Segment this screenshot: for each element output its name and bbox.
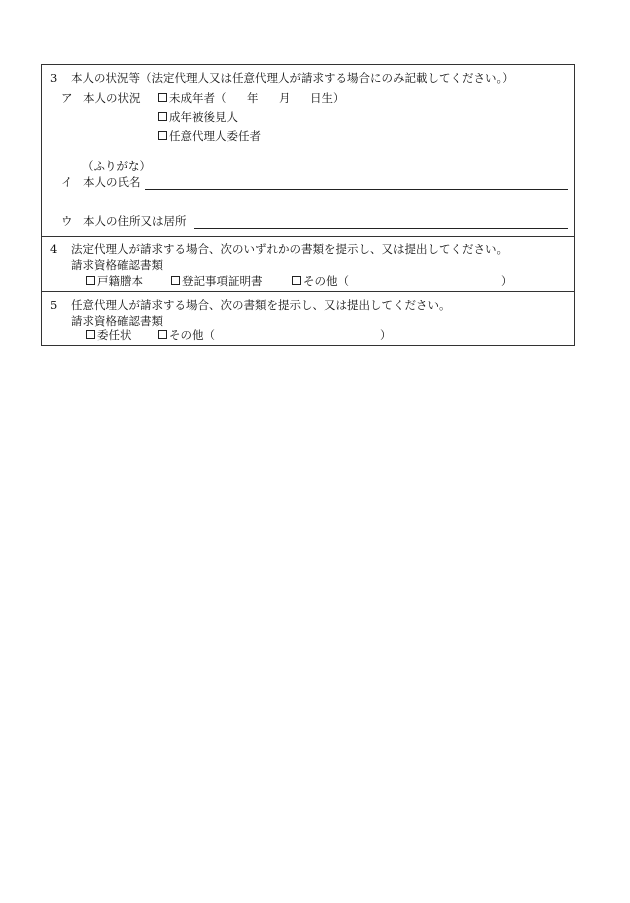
minor-label: 未成年者（ (169, 91, 227, 105)
section4-text: 法定代理人が請求する場合、次のいずれかの書類を提示し、又は提出してください。 (71, 242, 508, 256)
section3-u-label: ウ (61, 214, 73, 228)
section3-a-text: 本人の状況 (83, 91, 141, 105)
registry-certificate-label: 登記事項証明書 (182, 274, 263, 288)
section3-i-label: イ (61, 175, 73, 189)
registry-certificate-checkbox[interactable] (171, 276, 180, 285)
representative-info-form (41, 64, 575, 346)
principal-checkbox[interactable] (158, 131, 167, 140)
section5-other-checkbox[interactable] (158, 330, 167, 339)
section-divider (42, 236, 574, 237)
birth-day-label: 日生） (310, 91, 345, 105)
furigana-label: （ふりがな） (82, 159, 151, 173)
section4-other-label: その他（ (303, 274, 349, 288)
section5-number: 5 (50, 298, 58, 312)
name-input-line[interactable] (145, 189, 568, 190)
section5-other-label: その他（ (169, 328, 215, 342)
section3-a-label: ア (61, 91, 73, 105)
ward-checkbox[interactable] (158, 112, 167, 121)
section4-close-paren: ） (501, 274, 513, 288)
birth-year-label: 年 (247, 91, 259, 105)
section5-sub: 請求資格確認書類 (71, 314, 163, 328)
power-of-attorney-label: 委任状 (97, 328, 132, 342)
name-label: 本人の氏名 (83, 175, 141, 189)
section4-other-checkbox[interactable] (292, 276, 301, 285)
ward-label: 成年被後見人 (169, 110, 238, 124)
section5-text: 任意代理人が請求する場合、次の書類を提示し、又は提出してください。 (71, 298, 451, 312)
family-register-label: 戸籍謄本 (97, 274, 143, 288)
section5-close-paren: ） (380, 328, 392, 342)
principal-label: 任意代理人委任者 (169, 129, 261, 143)
family-register-checkbox[interactable] (86, 276, 95, 285)
section4-sub: 請求資格確認書類 (71, 258, 163, 272)
address-input-line[interactable] (194, 228, 568, 229)
section-divider (42, 291, 574, 292)
address-label: 本人の住所又は居所 (83, 214, 187, 228)
birth-month-label: 月 (279, 91, 291, 105)
section3-title: 本人の状況等（法定代理人又は任意代理人が請求する場合にのみ記載してください。） (71, 71, 514, 85)
minor-checkbox[interactable] (158, 93, 167, 102)
power-of-attorney-checkbox[interactable] (86, 330, 95, 339)
section4-number: 4 (50, 242, 58, 256)
section3-number: 3 (50, 71, 58, 85)
